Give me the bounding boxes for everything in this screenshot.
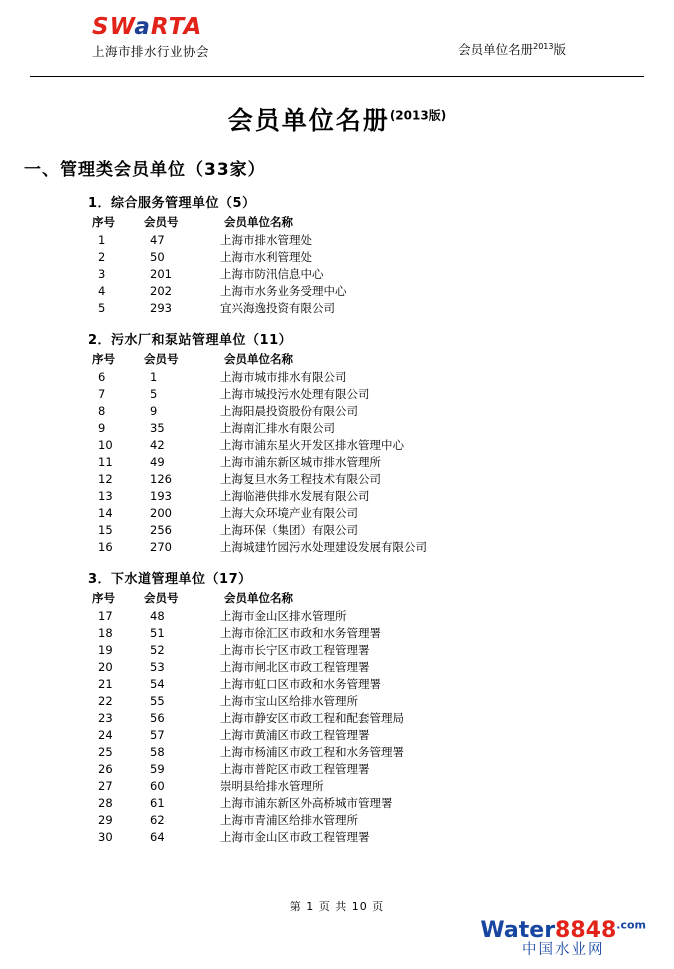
cell-no: 22 xyxy=(98,694,113,708)
table-header-row xyxy=(88,350,427,369)
cell-no: 27 xyxy=(98,779,113,793)
cell-member-no: 293 xyxy=(150,301,172,315)
cell-no: 4 xyxy=(98,284,106,298)
cell-member-no: 53 xyxy=(150,660,165,674)
table-row xyxy=(88,761,404,778)
cell-no: 28 xyxy=(98,796,113,810)
cell-member-no: 49 xyxy=(150,455,165,469)
col-header-member-no: 会员号 xyxy=(144,352,179,366)
group-heading-2: 2．污水厂和泵站管理单位（11） xyxy=(88,333,293,348)
cell-member-no: 59 xyxy=(150,762,165,776)
watermark-number: 8848 xyxy=(555,918,617,943)
table-row xyxy=(88,232,347,249)
logo-wordmark xyxy=(92,14,209,40)
page-title-edition: (2013版) xyxy=(389,108,447,123)
table-row xyxy=(88,693,404,710)
cell-no: 11 xyxy=(98,455,113,469)
table-row xyxy=(88,386,427,403)
header-right-main: 会员单位名册 xyxy=(458,42,534,57)
cell-name: 上海市防汛信息中心 xyxy=(220,267,324,281)
cell-name: 上海市水务业务受理中心 xyxy=(220,284,347,298)
cell-no: 19 xyxy=(98,643,113,657)
table-row xyxy=(88,659,404,676)
cell-name: 上海市青浦区给排水管理所 xyxy=(220,813,358,827)
cell-name: 上海市长宁区市政工程管理署 xyxy=(220,643,370,657)
cell-no: 2 xyxy=(98,250,106,264)
cell-name: 宜兴海逸投资有限公司 xyxy=(220,301,335,315)
cell-name: 上海市宝山区给排水管理所 xyxy=(220,694,358,708)
cell-name: 上海市普陀区市政工程管理署 xyxy=(220,762,370,776)
watermark-domain-suffix: .com xyxy=(616,918,646,932)
col-header-no: 序号 xyxy=(92,591,115,605)
cell-member-no: 64 xyxy=(150,830,165,844)
cell-name: 上海市闸北区市政工程管理署 xyxy=(220,660,370,674)
cell-no: 29 xyxy=(98,813,113,827)
cell-member-no: 201 xyxy=(150,267,172,281)
watermark-subtitle: 中国水业网 xyxy=(521,942,605,959)
table-row xyxy=(88,505,427,522)
cell-no: 25 xyxy=(98,745,113,759)
cell-no: 18 xyxy=(98,626,113,640)
cell-member-no: 256 xyxy=(150,523,172,537)
cell-member-no: 60 xyxy=(150,779,165,793)
cell-no: 6 xyxy=(98,370,106,384)
cell-name: 上海市浦东新区城市排水管理所 xyxy=(220,455,381,469)
col-header-no: 序号 xyxy=(92,215,115,229)
cell-member-no: 1 xyxy=(150,370,158,384)
cell-member-no: 42 xyxy=(150,438,165,452)
association-logo xyxy=(92,14,209,60)
col-header-name: 会员单位名称 xyxy=(224,591,293,605)
table-row xyxy=(88,403,427,420)
cell-no: 21 xyxy=(98,677,113,691)
cell-member-no: 57 xyxy=(150,728,165,742)
document-page xyxy=(0,14,674,969)
cell-name: 上海市徐汇区市政和水务管理署 xyxy=(220,626,381,640)
logo-a: a xyxy=(134,14,151,40)
table-row xyxy=(88,795,404,812)
cell-no: 24 xyxy=(98,728,113,742)
cell-name: 上海市排水管理处 xyxy=(220,233,312,247)
cell-name: 上海复旦水务工程技术有限公司 xyxy=(220,472,381,486)
header-right-year: 2013 xyxy=(533,41,554,51)
col-header-name: 会员单位名称 xyxy=(224,352,293,366)
table-row xyxy=(88,625,404,642)
cell-member-no: 54 xyxy=(150,677,165,691)
cell-name: 上海市水利管理处 xyxy=(220,250,312,264)
cell-member-no: 48 xyxy=(150,609,165,623)
group-heading-1: 1．综合服务管理单位（5） xyxy=(88,196,256,211)
logo-rta: RTA xyxy=(150,14,203,40)
cell-no: 5 xyxy=(98,301,106,315)
cell-name: 上海临港供排水发展有限公司 xyxy=(220,489,370,503)
page-title-main: 会员单位名册 xyxy=(227,106,390,135)
cell-no: 12 xyxy=(98,472,113,486)
page-footer: 第 1 页 共 10 页 xyxy=(289,900,385,913)
cell-member-no: 61 xyxy=(150,796,165,810)
col-header-member-no: 会员号 xyxy=(144,215,179,229)
cell-name: 上海市金山区排水管理所 xyxy=(220,609,347,623)
cell-name: 上海阳晨投资股份有限公司 xyxy=(220,404,358,418)
cell-no: 9 xyxy=(98,421,106,435)
table-row xyxy=(88,608,404,625)
member-table-3 xyxy=(88,589,404,846)
table-row xyxy=(88,300,347,317)
cell-no: 15 xyxy=(98,523,113,537)
table-row xyxy=(88,829,404,846)
page-title xyxy=(0,101,674,137)
cell-member-no: 202 xyxy=(150,284,172,298)
cell-member-no: 58 xyxy=(150,745,165,759)
cell-no: 3 xyxy=(98,267,106,281)
cell-no: 13 xyxy=(98,489,113,503)
cell-no: 23 xyxy=(98,711,113,725)
table-row xyxy=(88,471,427,488)
table-row xyxy=(88,437,427,454)
cell-name: 上海市城市排水有限公司 xyxy=(220,370,347,384)
col-header-no: 序号 xyxy=(92,352,115,366)
cell-name: 上海市虹口区市政和水务管理署 xyxy=(220,677,381,691)
cell-member-no: 270 xyxy=(150,540,172,554)
watermark-word: Water xyxy=(480,918,556,943)
table-row xyxy=(88,727,404,744)
cell-name: 上海市杨浦区市政工程和水务管理署 xyxy=(220,745,404,759)
cell-member-no: 52 xyxy=(150,643,165,657)
cell-member-no: 62 xyxy=(150,813,165,827)
cell-no: 7 xyxy=(98,387,106,401)
cell-no: 8 xyxy=(98,404,106,418)
cell-name: 上海市金山区市政工程管理署 xyxy=(220,830,370,844)
table-row xyxy=(88,266,347,283)
cell-name: 上海大众环境产业有限公司 xyxy=(220,506,358,520)
table-row xyxy=(88,539,427,556)
cell-member-no: 35 xyxy=(150,421,165,435)
table-row xyxy=(88,744,404,761)
cell-no: 20 xyxy=(98,660,113,674)
cell-member-no: 126 xyxy=(150,472,172,486)
cell-member-no: 50 xyxy=(150,250,165,264)
cell-member-no: 55 xyxy=(150,694,165,708)
watermark xyxy=(480,919,646,958)
logo-subtitle: 上海市排水行业协会 xyxy=(92,44,210,59)
watermark-logo xyxy=(480,919,646,942)
table-row xyxy=(88,369,427,386)
table-row xyxy=(88,283,347,300)
cell-name: 上海市黄浦区市政工程管理署 xyxy=(220,728,370,742)
member-table-1 xyxy=(88,213,347,317)
cell-name: 上海市浦东新区外高桥城市管理署 xyxy=(220,796,393,810)
table-row xyxy=(88,642,404,659)
cell-no: 30 xyxy=(98,830,113,844)
cell-no: 17 xyxy=(98,609,113,623)
section-heading-management: 一、管理类会员单位（33家） xyxy=(24,160,266,180)
cell-no: 10 xyxy=(98,438,113,452)
table-row xyxy=(88,522,427,539)
cell-no: 26 xyxy=(98,762,113,776)
cell-no: 1 xyxy=(98,233,106,247)
cell-member-no: 47 xyxy=(150,233,165,247)
cell-member-no: 51 xyxy=(150,626,165,640)
table-row xyxy=(88,778,404,795)
col-header-member-no: 会员号 xyxy=(144,591,179,605)
table-row xyxy=(88,454,427,471)
table-row xyxy=(88,812,404,829)
table-row xyxy=(88,488,427,505)
table-row xyxy=(88,420,427,437)
cell-member-no: 200 xyxy=(150,506,172,520)
cell-name: 崇明县给排水管理所 xyxy=(220,779,324,793)
logo-sw: SW xyxy=(92,14,135,40)
page-header xyxy=(30,14,644,77)
cell-name: 上海南汇排水有限公司 xyxy=(220,421,335,435)
cell-member-no: 193 xyxy=(150,489,172,503)
table-row xyxy=(88,710,404,727)
header-right-title xyxy=(458,40,566,58)
cell-no: 14 xyxy=(98,506,113,520)
cell-name: 上海市城投污水处理有限公司 xyxy=(220,387,370,401)
cell-name: 上海市浦东星火开发区排水管理中心 xyxy=(220,438,404,452)
table-header-row xyxy=(88,589,404,608)
table-row xyxy=(88,249,347,266)
cell-member-no: 9 xyxy=(150,404,158,418)
cell-no: 16 xyxy=(98,540,113,554)
cell-name: 上海市静安区市政工程和配套管理局 xyxy=(220,711,404,725)
member-table-2 xyxy=(88,350,427,556)
cell-member-no: 5 xyxy=(150,387,158,401)
cell-member-no: 56 xyxy=(150,711,165,725)
table-row xyxy=(88,676,404,693)
col-header-name: 会员单位名称 xyxy=(224,215,293,229)
table-header-row xyxy=(88,213,347,232)
cell-name: 上海环保（集团）有限公司 xyxy=(220,523,358,537)
group-heading-3: 3．下水道管理单位（17） xyxy=(88,572,252,587)
header-right-suffix: 版 xyxy=(553,42,566,57)
cell-name: 上海城建竹园污水处理建设发展有限公司 xyxy=(220,540,427,554)
